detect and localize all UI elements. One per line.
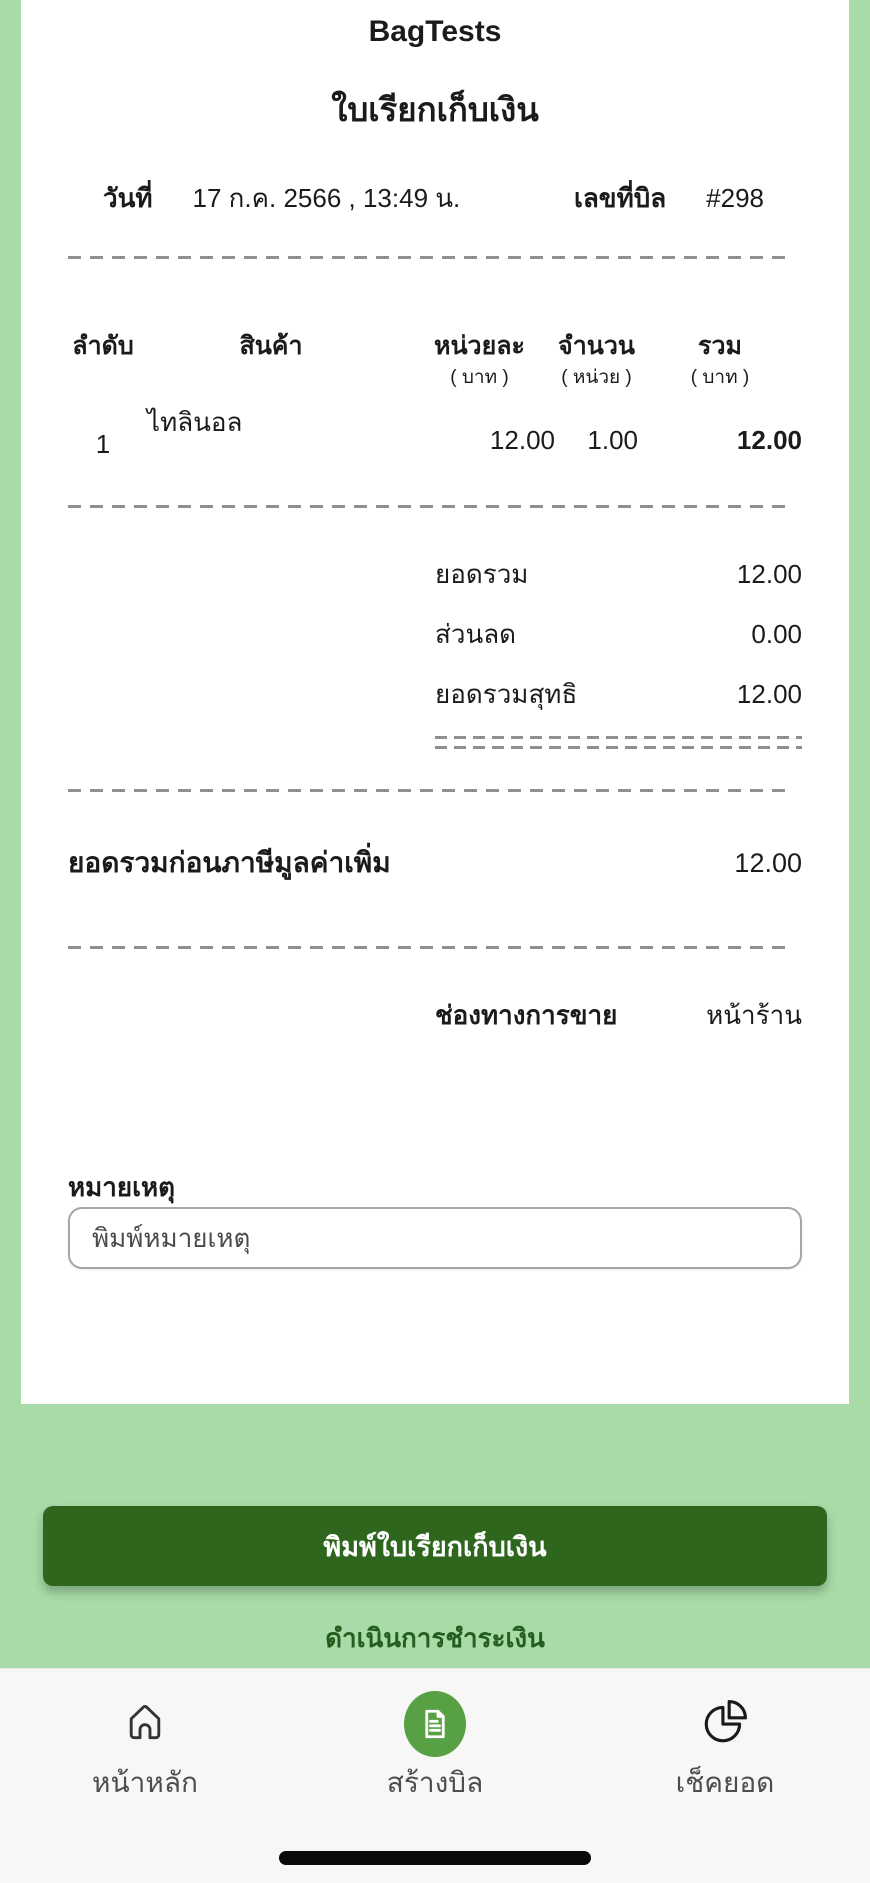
- date-label: วันที่: [103, 183, 153, 213]
- dashed-divider: [68, 256, 790, 259]
- dashed-divider: [68, 789, 790, 792]
- home-indicator-bar[interactable]: [279, 1851, 591, 1865]
- column-header-unit-price: หน่วยละ ( บาท ): [433, 332, 525, 388]
- column-header-total: รวม ( บาท ): [690, 332, 750, 388]
- nav-item-home[interactable]: [0, 1691, 290, 1883]
- bill-number-value: #298: [706, 183, 764, 213]
- net-total-value: 12.00: [736, 679, 802, 709]
- summary-row-subtotal: [435, 558, 802, 590]
- double-dashed-divider: [435, 736, 802, 749]
- table-row: [68, 407, 802, 459]
- bill-meta-row: [68, 182, 802, 214]
- nav-label-check-balance: เช็คยอด: [675, 1767, 775, 1798]
- document-title: ใบเรียกเก็บเงิน: [331, 91, 539, 128]
- receipt-card: [21, 0, 849, 1404]
- pre-vat-row: [68, 844, 802, 882]
- summary-row-net-total: [435, 678, 802, 710]
- item-name: ไทลินอล: [147, 407, 243, 437]
- column-header-product: สินค้า: [239, 332, 303, 360]
- pie-chart-icon: [700, 1697, 750, 1752]
- create-bill-icon: [404, 1691, 466, 1757]
- item-unit-price: 12.00: [489, 425, 555, 455]
- item-total: 12.00: [736, 425, 802, 455]
- item-quantity: 1.00: [587, 425, 638, 455]
- sales-channel-value: หน้าร้าน: [706, 1000, 802, 1030]
- summary-section: [435, 558, 802, 710]
- subtotal-label: ยอดรวม: [435, 559, 529, 589]
- proceed-payment-link[interactable]: ดำเนินการชำระเงิน: [325, 1623, 545, 1653]
- note-input[interactable]: [68, 1207, 802, 1269]
- discount-value: 0.00: [751, 619, 802, 649]
- bottom-navigation: [0, 1668, 870, 1883]
- subtotal-value: 12.00: [736, 559, 802, 589]
- net-total-label: ยอดรวมสุทธิ: [435, 679, 578, 709]
- dashed-divider: [68, 505, 790, 508]
- pre-vat-value: 12.00: [734, 848, 802, 878]
- item-index: 1: [95, 429, 111, 459]
- column-header-index: ลำดับ: [72, 332, 134, 360]
- items-table-header: [68, 331, 802, 391]
- sales-channel-label: ช่องทางการขาย: [435, 1000, 618, 1030]
- column-header-quantity: จำนวน ( หน่วย ): [558, 332, 635, 388]
- note-label: หมายเหตุ: [68, 1172, 176, 1202]
- store-name: BagTests: [368, 15, 502, 48]
- home-icon: [122, 1698, 168, 1751]
- print-invoice-button[interactable]: พิมพ์ใบเรียกเก็บเงิน: [43, 1506, 827, 1586]
- nav-item-check-balance[interactable]: [580, 1691, 870, 1883]
- date-value: 17 ก.ค. 2566 , 13:49 น.: [192, 183, 461, 213]
- dashed-divider: [68, 946, 790, 949]
- nav-label-create-bill: สร้างบิล: [386, 1767, 484, 1798]
- pre-vat-label: ยอดรวมก่อนภาษีมูลค่าเพิ่ม: [68, 847, 391, 878]
- nav-label-home: หน้าหลัก: [92, 1767, 198, 1798]
- discount-label: ส่วนลด: [435, 619, 517, 649]
- sales-channel-row: [68, 999, 802, 1031]
- bill-number-label: เลขที่บิล: [573, 183, 667, 213]
- summary-row-discount: [435, 618, 802, 650]
